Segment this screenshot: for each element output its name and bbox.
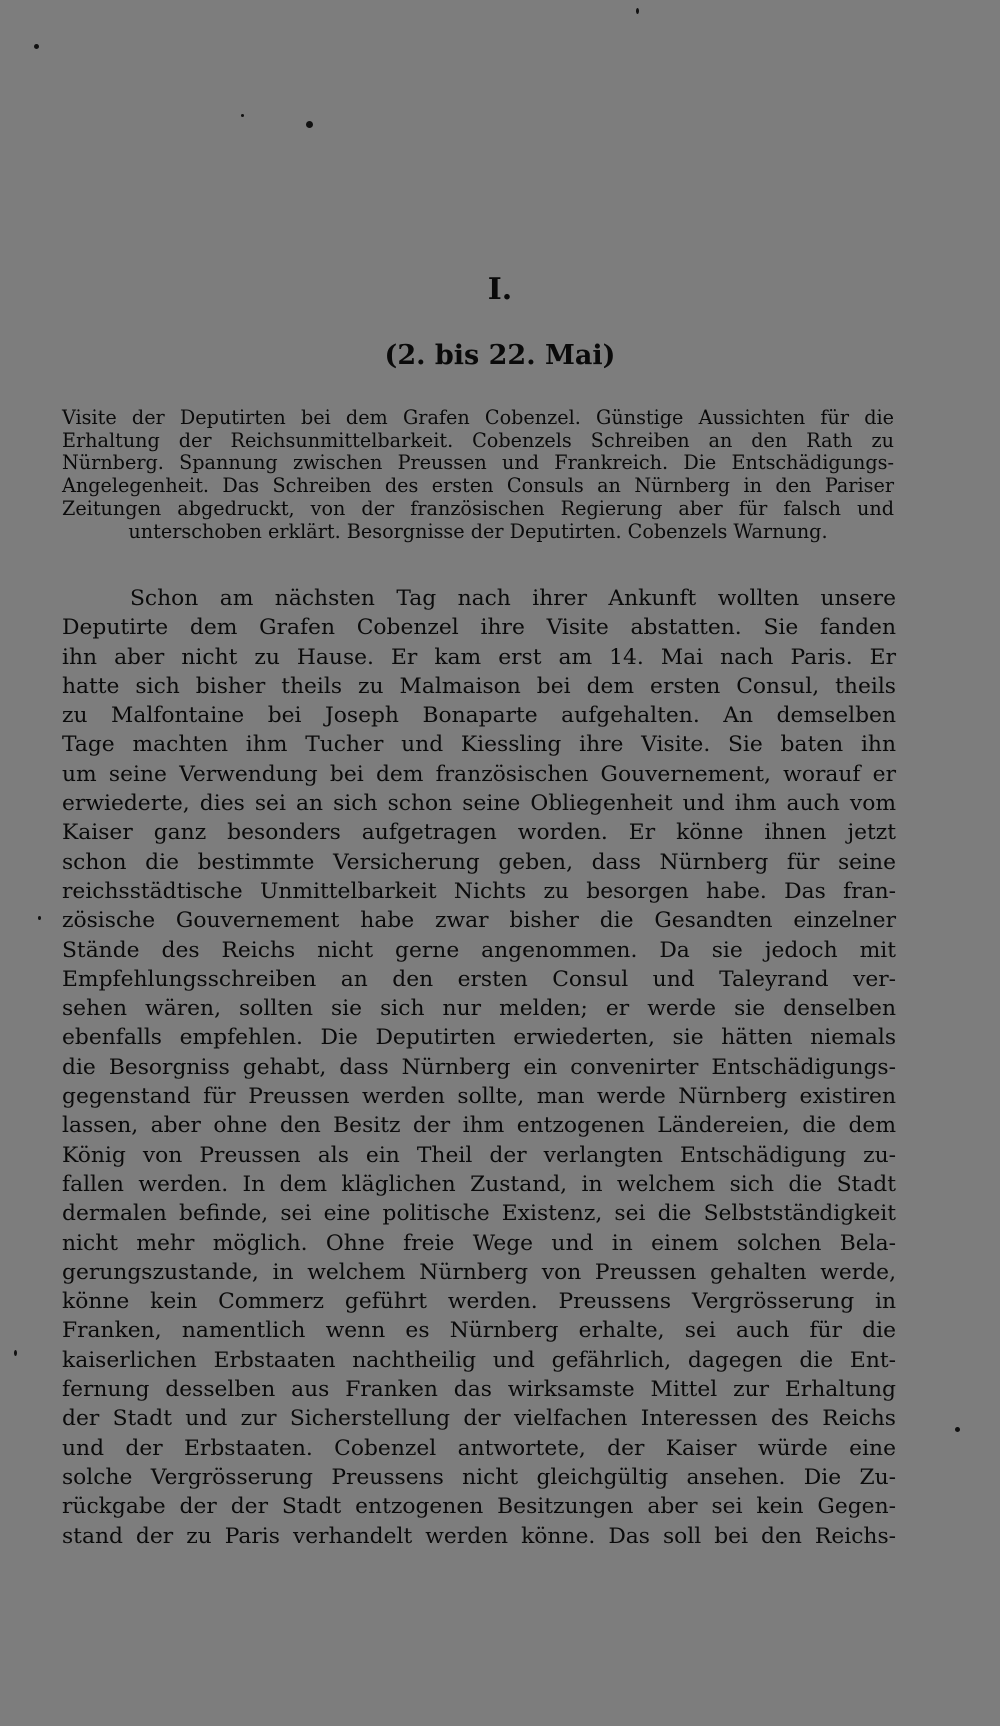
body-line: zösische Gouvernement habe zwar bisher die Gesandten einzelner [62,908,896,934]
body-line: gerungszustande, in welchem Nürnberg von Preussen gehalten werde, [62,1259,896,1285]
body-line: gegenstand für Preussen werden sollte, man werde Nürnberg existiren [62,1084,896,1110]
body-line: hatte sich bisher theils zu Malmaison bei dem ersten Consul, theils [62,673,896,699]
body-line: Franken, namentlich wenn es Nürnberg erhalte, sei auch für die [62,1318,896,1344]
body-line: rückgabe der der Stadt entzogenen Besitzungen aber sei kein Gegen- [62,1494,896,1520]
body-paragraph [62,584,896,1551]
body-line: sehen wären, sollten sie sich nur melden; er werde sie denselben [62,996,896,1022]
body-line: Deputirte dem Grafen Cobenzel ihre Visite abstatten. Sie fanden [62,615,896,641]
chapter-summary [62,407,894,543]
body-line: fernung desselben aus Franken das wirksamste Mittel zur Erhaltung [62,1377,896,1403]
body-line: König von Preussen als ein Theil der verlangten Entschädigung zu- [62,1142,896,1168]
chapter-number: I. [487,272,513,307]
body-line: ihn aber nicht zu Hause. Er kam erst am 14. Mai nach Paris. Er [62,644,896,670]
summary-line: Nürnberg. Spannung zwischen Preussen und Frankreich. Die Entschädigungs- [62,451,894,475]
body-line: reichsstädtische Unmittelbarkeit Nichts zu besorgen habe. Das fran- [62,878,896,904]
body-line: der Stadt und zur Sicherstellung der vielfachen Interessen des Reichs [62,1406,896,1432]
chapter-dates: (2. bis 22. Mai) [384,340,616,371]
scan-speck [306,121,313,128]
scan-speck [955,1427,960,1432]
body-line: lassen, aber ohne den Besitz der ihm entzogenen Ländereien, die dem [62,1113,896,1139]
body-line: Stände des Reichs nicht gerne angenommen. Da sie jedoch mit [62,937,896,963]
summary-line: Erhaltung der Reichsunmittelbarkeit. Cobenzels Schreiben an den Rath zu [62,428,894,452]
body-line: um seine Verwendung bei dem französischen Gouvernement, worauf er [62,761,896,787]
body-line: dermalen befinde, sei eine politische Existenz, sei die Selbstständigkeit [62,1201,896,1227]
body-line: und der Erbstaaten. Cobenzel antwortete, der Kaiser würde eine [62,1435,896,1461]
body-line: Kaiser ganz besonders aufgetragen worden. Er könne ihnen jetzt [62,820,896,846]
scan-speck [14,1350,17,1356]
body-line: kaiserlichen Erbstaaten nachtheilig und gefährlich, dagegen die Ent- [62,1347,896,1373]
body-line: nicht mehr möglich. Ohne freie Wege und in einem solchen Bela- [62,1230,896,1256]
body-line: ebenfalls empfehlen. Die Deputirten erwiederten, sie hätten niemals [62,1025,896,1051]
body-line: Schon am nächsten Tag nach ihrer Ankunft wollten unsere [130,586,896,611]
body-line: erwiederte, dies sei an sich schon seine Obliegenheit und ihm auch vom [62,791,896,817]
scan-speck [636,8,639,14]
summary-line: unterschoben erklärt. Besorgnisse der Deputirten. Cobenzels Warnung. [128,519,828,543]
summary-line: Zeitungen abgedruckt, von der französischen Regierung aber für falsch und [62,496,894,520]
body-line: zu Malfontaine bei Joseph Bonaparte aufgehalten. An demselben [62,703,896,729]
body-line: die Besorgniss gehabt, dass Nürnberg ein convenirter Entschädigungs- [62,1054,896,1080]
summary-line: Visite der Deputirten bei dem Grafen Cobenzel. Günstige Aussichten für die [62,406,894,429]
scan-speck [38,916,41,920]
body-line: Tage machten ihm Tucher und Kiessling ihre Visite. Sie baten ihn [62,732,896,758]
body-line: schon die bestimmte Versicherung geben, dass Nürnberg für seine [62,849,896,875]
scan-speck [34,44,39,49]
summary-line: Angelegenheit. Das Schreiben des ersten Consuls an Nürnberg in den Pariser [62,474,894,498]
body-line: stand der zu Paris verhandelt werden könne. Das soll bei den Reichs- [62,1523,896,1549]
body-line: Empfehlungsschreiben an den ersten Consul und Taleyrand ver- [62,966,896,992]
body-line: könne kein Commerz geführt werden. Preussens Vergrösserung in [62,1289,896,1315]
body-line: solche Vergrösserung Preussens nicht gleichgültig ansehen. Die Zu- [62,1464,896,1490]
scan-speck [241,114,244,117]
body-line: fallen werden. In dem kläglichen Zustand, in welchem sich die Stadt [62,1171,896,1197]
